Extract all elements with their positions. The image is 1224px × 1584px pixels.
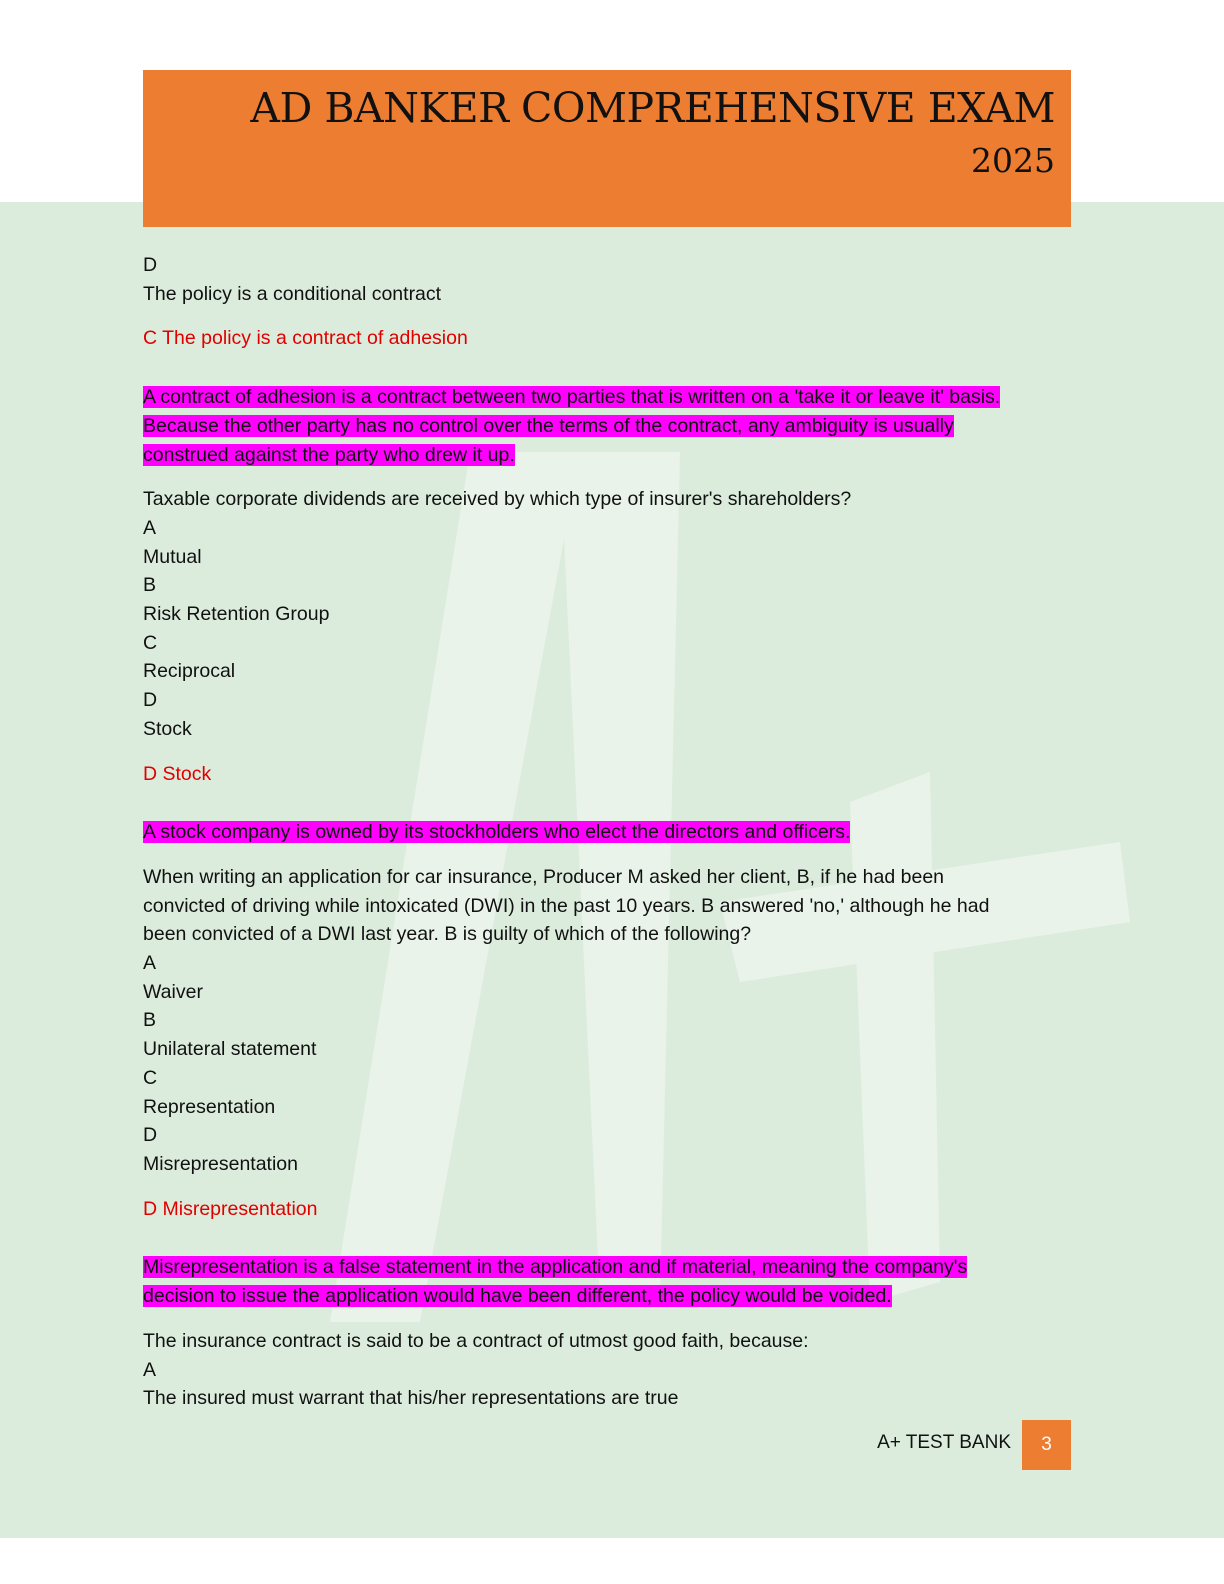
answer-text: C The policy is a contract of adhesion: [143, 327, 468, 350]
document-body: [143, 251, 1078, 1413]
explanation-line: A stock company is owned by its stockholders who elect the directors and officers.: [143, 821, 851, 844]
explanation-line: construed against the party who drew it up.: [143, 443, 515, 466]
answer-text: D Stock: [143, 762, 212, 785]
option-text: Misrepresentation: [143, 1152, 298, 1175]
option-text: Mutual: [143, 545, 202, 568]
explanation: [143, 383, 1078, 469]
option-text: Unilateral statement: [143, 1038, 317, 1061]
option-text: Stock: [143, 717, 192, 740]
question-line: been convicted of a DWI last year. B is guilty of which of the following?: [143, 923, 752, 946]
option-text: Reciprocal: [143, 660, 236, 683]
question-text: Taxable corporate dividends are received by which type of insurer's shareholders?: [143, 488, 852, 511]
option-letter: D: [143, 254, 158, 276]
option-letter: A: [143, 952, 157, 975]
header-banner: [143, 70, 1071, 227]
explanation: [143, 818, 1078, 847]
answer-text: D Misrepresentation: [143, 1197, 318, 1220]
option-text: The insured must warrant that his/her representations are true: [143, 1387, 679, 1410]
option-text: Risk Retention Group: [143, 603, 330, 626]
option-letter: B: [143, 1009, 157, 1032]
explanation: [143, 1253, 1078, 1310]
page-number: 3: [1022, 1420, 1071, 1470]
explanation-line: Misrepresentation is a false statement in the application and if material, meaning the company's: [143, 1256, 968, 1279]
option-text: Waiver: [143, 980, 203, 1003]
question-line: When writing an application for car insurance, Producer M asked her client, B, if he had been: [143, 865, 945, 888]
option-letter: C: [143, 1066, 158, 1089]
question-line: convicted of driving while intoxicated (DWI) in the past 10 years. B answered 'no,' although he had: [143, 894, 990, 917]
question-text: The insurance contract is said to be a contract of utmost good faith, because:: [143, 1329, 809, 1352]
option-letter: B: [143, 574, 157, 597]
explanation-line: A contract of adhesion is a contract between two parties that is written on a 'take it or leave it' basis.: [143, 386, 1001, 409]
option-letter: C: [143, 631, 158, 654]
option-text: The policy is a conditional contract: [143, 282, 442, 305]
header-title: AD BANKER COMPREHENSIVE EXAM: [250, 84, 1055, 132]
explanation-line: decision to issue the application would have been different, the policy would be voided.: [143, 1285, 892, 1308]
explanation-line: Because the other party has no control over the terms of the contract, any ambiguity is usually: [143, 414, 954, 437]
footer-label: A+ TEST BANK: [877, 1432, 1011, 1453]
option-letter: A: [143, 516, 157, 539]
header-year: 2025: [971, 141, 1055, 180]
question-text: [143, 863, 1078, 949]
option-letter: D: [143, 1124, 158, 1147]
option-letter: A: [143, 1358, 157, 1381]
option-text: Representation: [143, 1095, 276, 1118]
option-letter: D: [143, 689, 158, 712]
